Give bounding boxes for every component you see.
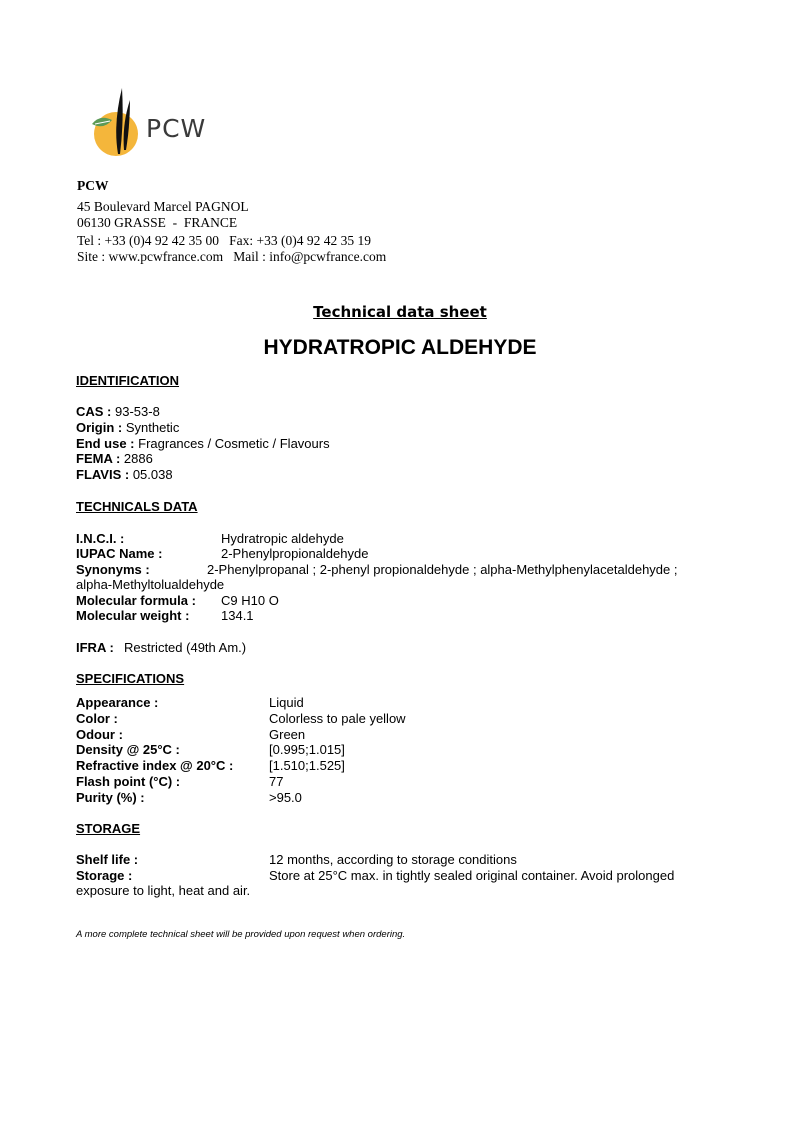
address-line: 06130 GRASSE - FRANCE (77, 215, 238, 230)
field-value: 2-Phenylpropanal ; 2-phenyl propionaldehyde ; alpha-Methylphenylacetaldehyde ; (207, 562, 678, 577)
field-cas (76, 404, 160, 419)
section-title-identification: IDENTIFICATION (76, 373, 180, 388)
ifra-value: Restricted (49th Am.) (124, 640, 247, 655)
field-origin (76, 420, 179, 435)
field-label: Refractive index @ 20°C : (76, 758, 234, 773)
field-label: Flash point (°C) : (76, 774, 181, 789)
field-label: Synonyms : (76, 562, 150, 577)
field-value: 05.038 (132, 467, 173, 482)
product-name: HYDRATROPIC ALDEHYDE (263, 336, 537, 359)
logo-text: PCW (146, 114, 207, 143)
field-label: CAS : (76, 404, 112, 419)
field-label: Purity (%) : (76, 790, 145, 805)
logo-mark-icon (86, 84, 146, 160)
field-value: [0.995;1.015] (269, 742, 345, 757)
field-label: Color : (76, 711, 118, 726)
section-title-storage: STORAGE (76, 821, 141, 836)
contact-line: Site : www.pcwfrance.com Mail : info@pcwfrance.com (77, 249, 387, 264)
field-label: Shelf life : (76, 852, 139, 867)
field-label: FLAVIS : (76, 467, 130, 482)
field-label: Storage : (76, 868, 133, 883)
field-value: 134.1 (221, 608, 254, 623)
ifra-label: IFRA : (76, 640, 114, 655)
field-fema (76, 451, 153, 466)
field-value: 12 months, according to storage conditions (269, 852, 517, 867)
field-value: Green (269, 727, 306, 742)
field-label: IUPAC Name : (76, 546, 163, 561)
field-value: 2886 (123, 451, 153, 466)
field-value: 77 (269, 774, 284, 789)
field-flavis (76, 467, 173, 482)
field-label: Molecular weight : (76, 608, 190, 623)
section-title-technicals: TECHNICALS DATA (76, 499, 198, 514)
field-value-continuation: alpha-Methyltolualdehyde (76, 577, 225, 592)
field-value: Colorless to pale yellow (269, 711, 406, 726)
field-label: Molecular formula : (76, 593, 196, 608)
field-value: C9 H10 O (221, 593, 279, 608)
section-title-specifications: SPECIFICATIONS (76, 671, 185, 686)
field-value: 93-53-8 (115, 404, 160, 419)
contact-line: Tel : +33 (0)4 92 42 35 00 Fax: +33 (0)4 92 42 35 19 (77, 233, 372, 248)
field-value: Fragrances / Cosmetic / Flavours (138, 436, 330, 451)
field-label: End use : (76, 436, 135, 451)
footnote: A more complete technical sheet will be provided upon request when ordering. (76, 929, 406, 940)
field-value: >95.0 (269, 790, 302, 805)
field-label: Appearance : (76, 695, 159, 710)
document-type: Technical data sheet (313, 303, 487, 321)
field-value: Store at 25°C max. in tightly sealed original container. Avoid prolonged (269, 868, 675, 883)
field-value: Liquid (269, 695, 304, 710)
field-label: Density @ 25°C : (76, 742, 180, 757)
field-label: FEMA : (76, 451, 121, 466)
field-value: [1.510;1.525] (269, 758, 345, 773)
field-value: 2-Phenylpropionaldehyde (221, 546, 369, 561)
pcw-logo (86, 84, 216, 160)
field-label: Origin : (76, 420, 123, 435)
field-value-continuation: exposure to light, heat and air. (76, 883, 251, 898)
address-line: 45 Boulevard Marcel PAGNOL (77, 199, 249, 214)
field-label: Odour : (76, 727, 123, 742)
company-name: PCW (77, 178, 109, 193)
field-value: Hydratropic aldehyde (221, 531, 344, 546)
field-label: I.N.C.I. : (76, 531, 125, 546)
field-end-use (76, 436, 330, 451)
field-value: Synthetic (125, 420, 180, 435)
